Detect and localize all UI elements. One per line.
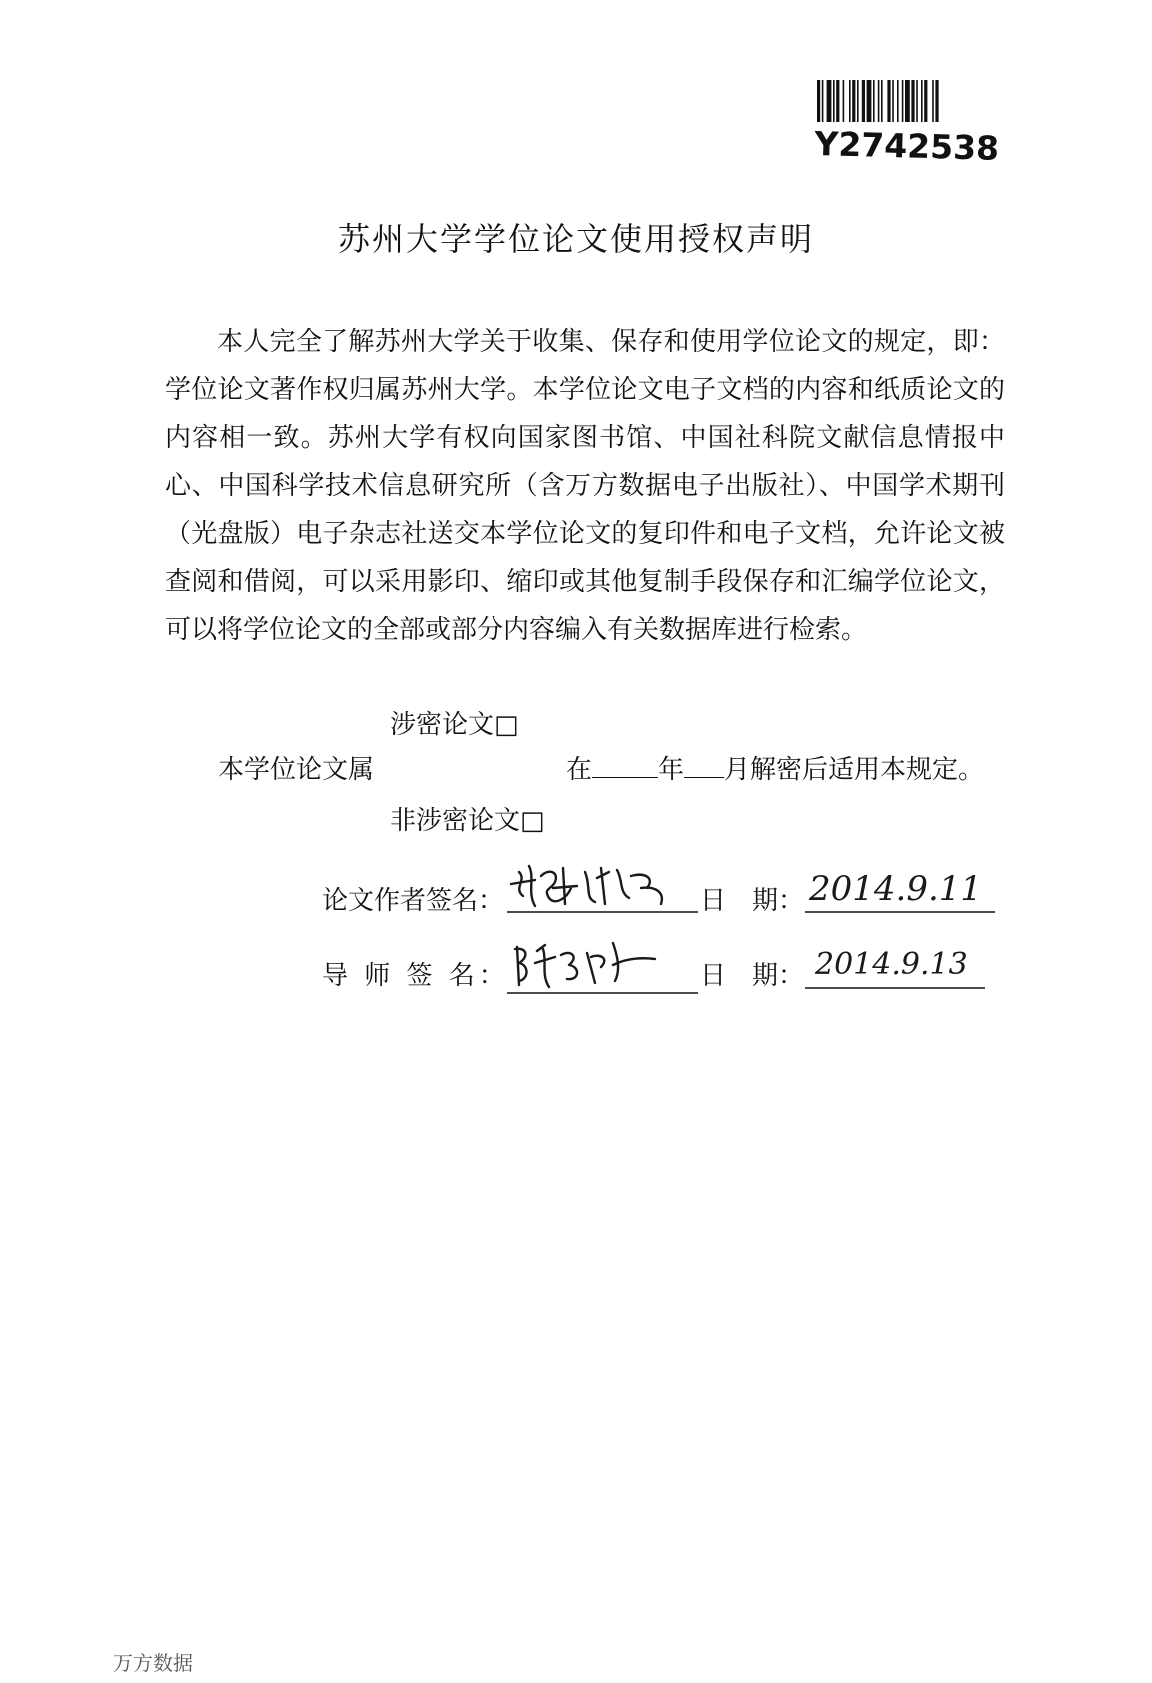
barcode-bar [881, 80, 883, 122]
nonsecret-checkbox[interactable]: □ [520, 806, 545, 836]
barcode-bar [843, 80, 845, 122]
author-signature-image [505, 858, 700, 914]
barcode-bar [902, 80, 904, 122]
barcode-bar [849, 80, 851, 122]
author-signature-row [322, 880, 504, 917]
barcode-bar [862, 80, 865, 122]
barcode-bar [827, 80, 832, 122]
barcode-bar [924, 80, 927, 122]
barcode-bar [836, 80, 839, 122]
author-date [805, 850, 1005, 920]
nonsecret-label: 非涉密论文 [390, 806, 521, 836]
at-label: 在 [566, 755, 593, 785]
advisor-signature [505, 935, 700, 999]
secret-label: 涉密论文 [390, 710, 495, 740]
barcode-bar [867, 80, 872, 122]
barcode-bar [817, 80, 820, 122]
secret-checkbox[interactable]: □ [494, 710, 519, 740]
advisor-date-row [700, 955, 804, 992]
author-signature [505, 858, 700, 918]
advisor-date-label: 日 期： [700, 961, 805, 991]
author-date-label: 日 期： [700, 886, 805, 916]
barcode-bar [873, 80, 875, 122]
advisor-signature-row [322, 955, 509, 992]
barcode-bar [833, 80, 835, 122]
month-suffix: 月解密后适用本规定。 [724, 755, 985, 785]
barcode-bar [822, 80, 824, 122]
nonsecret-option [390, 800, 545, 837]
author-date-row [700, 880, 804, 917]
barcode-bar [935, 80, 938, 122]
month-blank[interactable] [684, 751, 724, 778]
barcode-id: Y2742538 [813, 124, 1000, 168]
author-date-image [805, 850, 1005, 916]
barcode-bar [887, 80, 890, 122]
barcode-bar [911, 80, 914, 122]
barcode-bar [878, 80, 880, 122]
year-label: 年 [658, 755, 685, 785]
advisor-signature-image [505, 935, 700, 995]
barcode-bars [815, 80, 985, 124]
footer-watermark: 万方数据 [113, 1651, 193, 1675]
barcode [813, 80, 1000, 170]
barcode-bar [932, 80, 934, 122]
page-title: 苏州大学学位论文使用授权声明 [337, 220, 814, 258]
advisor-date-text: 2014.9.13 [815, 947, 968, 982]
barcode-bar [892, 80, 894, 122]
advisor-signature-label: 导 师 签 名： [322, 961, 509, 991]
barcode-bar [905, 80, 910, 122]
barcode-bar [897, 80, 899, 122]
barcode-bar [921, 80, 923, 122]
declaration-body: 本人完全了解苏州大学关于收集、保存和使用学位论文的规定，即：学位论文著作权归属苏州大学。本学位论文电子文档的内容和纸质论文的内容相一致。苏州大学有权向国家图书馆、中国社科院文献信息情报中心、中国科学技术信息研究所（含万方数据电子出版社）、中国学术期刊（光盘版）电子杂志社送交本学位论文的复印件和电子文档，允许论文被查阅和借阅，可以采用影印、缩印或其他复制手段保存和汇编学位论文，可以将学位论文的全部或部分内容编入有关数据库进行检索。 [165, 327, 1005, 645]
advisor-date-image [805, 930, 1005, 992]
declassify-line [218, 749, 985, 786]
advisor-date [805, 930, 1005, 996]
declassify-date [566, 749, 984, 786]
secret-option [390, 704, 519, 741]
barcode-bar [852, 80, 855, 122]
barcode-bar [916, 80, 918, 122]
barcode-bar [857, 80, 859, 122]
year-blank[interactable] [592, 751, 658, 778]
belong-prefix: 本学位论文属 [218, 755, 375, 785]
author-date-text: 2014.9.11 [809, 869, 983, 909]
author-signature-label: 论文作者签名： [322, 886, 505, 916]
